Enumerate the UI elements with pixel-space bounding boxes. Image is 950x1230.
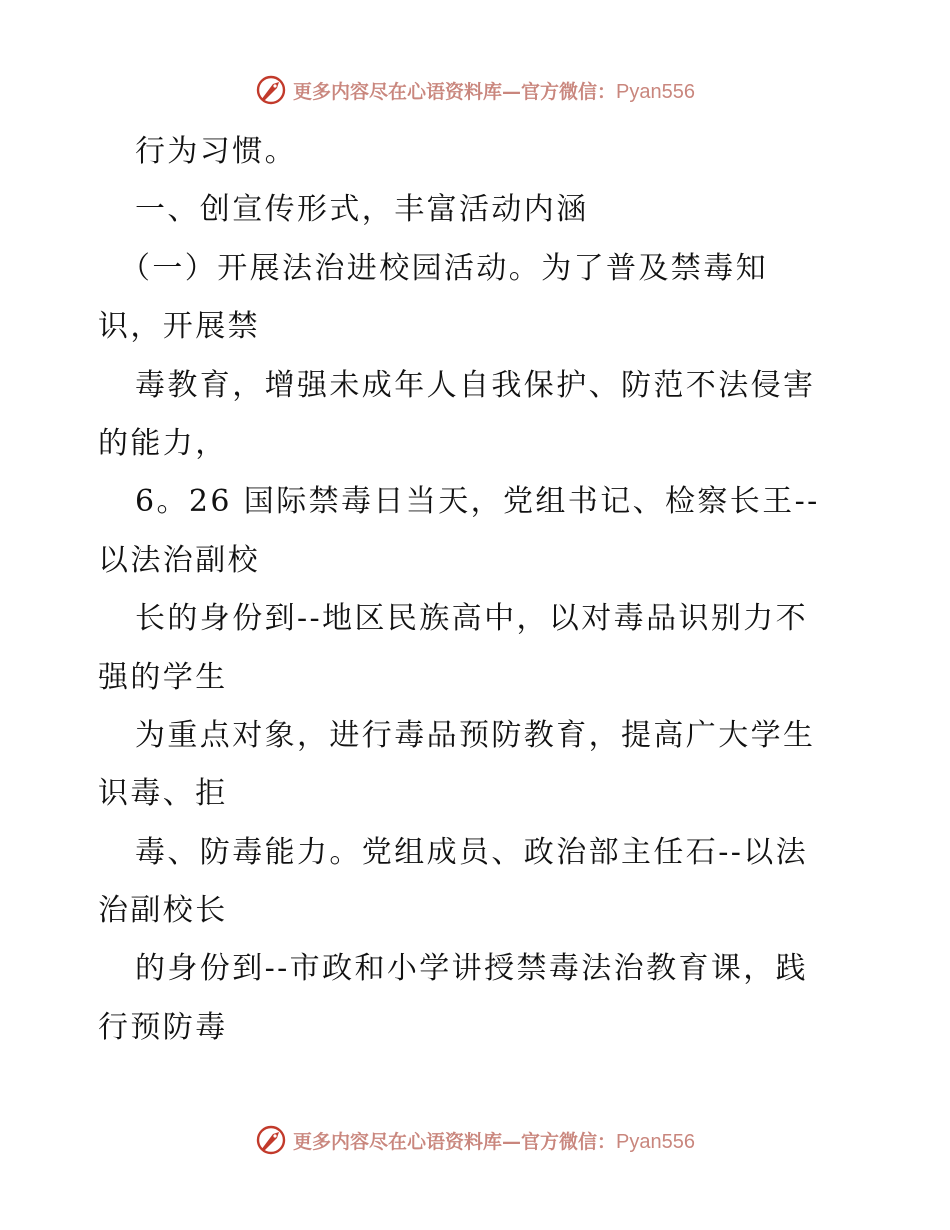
watermark-text-latin: Pyan556 (616, 1130, 695, 1153)
paragraph-line: 强的学生 (98, 659, 228, 695)
pen-nib-circle-icon (255, 1124, 287, 1156)
paragraph-line: 6。26 国际禁毒日当天，党组书记、检察长王-- (135, 484, 820, 520)
watermark-text-cn: 更多内容尽在心语资料库—官方微信： (293, 80, 617, 103)
watermark-text (293, 1127, 695, 1154)
paragraph-line: 以法治副校 (98, 542, 260, 578)
paragraph-line: （一）开展法治进校园活动。为了普及禁毒知 (120, 250, 768, 286)
watermark-text-cn: 更多内容尽在心语资料库—官方微信： (293, 1130, 617, 1153)
paragraph-line: 毒、防毒能力。党组成员、政治部主任石--以法 (135, 834, 809, 870)
paragraph-line: 的能力， (98, 425, 228, 461)
paragraph-line: 行为习惯。 (135, 134, 297, 169)
header-watermark (0, 70, 950, 110)
watermark-text (293, 77, 695, 104)
section-heading: 一、创宣传形式，丰富活动内涵 (135, 192, 589, 228)
paragraph-line: 治副校长 (98, 893, 228, 929)
footer-watermark (0, 1120, 950, 1160)
document-body (98, 123, 858, 1057)
paragraph-line: 长的身份到--地区民族高中，以对毒品识别力不 (135, 601, 809, 637)
pen-nib-circle-icon (255, 74, 287, 106)
paragraph-line: 毒教育，增强未成年人自我保护、防范不法侵害 (135, 367, 816, 403)
paragraph-line: 为重点对象，进行毒品预防教育，提高广大学生 (135, 717, 816, 753)
paragraph-line: 的身份到--市政和小学讲授禁毒法治教育课，践 (135, 951, 809, 987)
paragraph-line: 识毒、拒 (98, 776, 228, 812)
paragraph-line: 行预防毒 (98, 1009, 228, 1045)
paragraph-line: 识，开展禁 (98, 309, 260, 345)
watermark-text-latin: Pyan556 (616, 80, 695, 103)
